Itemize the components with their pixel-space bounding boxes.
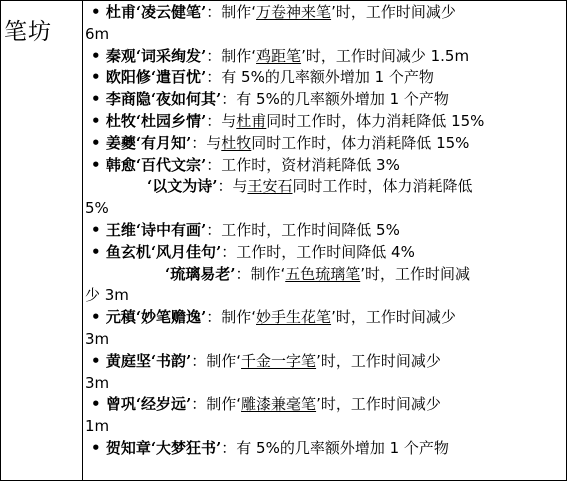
section-label: 笔坊 [4, 19, 52, 45]
skill-name: ‘以文为诗’ [147, 177, 218, 196]
skill-description: ’时，工作时间减少 [331, 3, 456, 21]
underlined-reference: 鸡距笔 [256, 46, 302, 65]
skill-list [85, 2, 563, 460]
skill-line [91, 351, 563, 373]
skill-name: 欧阳修‘遣百忧’ [105, 68, 207, 87]
skill-name: 杜牧‘杜园乡情’ [105, 111, 207, 130]
bullet-icon: • [91, 351, 106, 370]
skill-line [91, 133, 563, 155]
skill-description: 同时工作时，体力消耗降低 15% [266, 111, 485, 130]
skill-line [91, 176, 563, 198]
skill-name: 姜夔‘有月知’ [105, 133, 192, 152]
skill-line [91, 2, 563, 24]
skill-name: ‘琉璃易老’ [165, 264, 236, 283]
skill-line [91, 242, 563, 264]
skill-description: ’时，工作时间减少 [331, 308, 456, 327]
bullet-icon: • [91, 395, 106, 414]
underlined-reference: 五色琉璃笔 [285, 264, 361, 283]
skill-line [85, 198, 563, 220]
underlined-reference: 杜甫 [236, 111, 267, 130]
skill-description: ：制作‘ [206, 46, 257, 65]
bullet-icon: • [91, 3, 106, 21]
skill-name: 韩愈‘百代文宗’ [105, 155, 207, 174]
skill-description: ：工作时，工作时间降低 4% [221, 242, 415, 261]
skill-description: ：制作‘ [235, 264, 286, 283]
skill-line [85, 24, 563, 46]
underlined-reference: 万卷神来笔 [256, 3, 332, 21]
continuation-text: 3m [85, 329, 110, 348]
skill-description: ：与 [206, 111, 237, 130]
skill-description: ：制作‘ [191, 395, 242, 414]
skill-description: ：与 [191, 133, 222, 152]
skill-line [91, 307, 563, 329]
skill-line [91, 111, 563, 133]
skill-description: ’时，工作时间减 [360, 264, 471, 283]
skill-description: ：制作‘ [191, 351, 242, 370]
skill-description: ：与 [217, 177, 248, 196]
skill-name: 曾巩‘经岁远’ [105, 395, 192, 414]
bullet-icon: • [91, 438, 106, 457]
underlined-reference: 千金一字笔 [241, 351, 317, 370]
continuation-text: 6m [85, 24, 110, 43]
bullet-icon: • [91, 68, 106, 87]
bullet-icon: • [91, 220, 106, 239]
skill-line [85, 329, 563, 351]
skill-description: ’时，工作时间减少 [316, 351, 441, 370]
skill-line [91, 394, 563, 416]
bullet-icon: • [91, 133, 106, 152]
skill-description: 同时工作时，体力消耗降低 [292, 177, 473, 196]
skill-name: 鱼玄机‘风月佳句’ [105, 242, 222, 261]
skill-description: ：制作‘ [206, 3, 257, 21]
continuation-text: 5% [85, 199, 109, 218]
continuation-text: 少 3m [85, 286, 129, 305]
continuation-text: 1m [85, 417, 110, 436]
skill-line [91, 46, 563, 68]
skill-line [91, 67, 563, 89]
bullet-icon: • [91, 90, 106, 109]
underlined-reference: 王安石 [247, 177, 293, 196]
skill-line [85, 285, 563, 307]
skill-description: 同时工作时，体力消耗降低 15% [251, 133, 470, 152]
skill-description: ’时，工作时间减少 [316, 395, 441, 414]
underlined-reference: 雕漆兼毫笔 [241, 395, 317, 414]
skill-line [91, 264, 563, 286]
bullet-icon: • [91, 308, 106, 327]
continuation-text: 3m [85, 373, 110, 392]
skill-line [91, 155, 563, 177]
bullet-icon: • [91, 46, 106, 65]
skill-description: ：工作时，工作时间降低 5% [206, 220, 400, 239]
skill-description: ：有 5%的几率额外增加 1 个产物 [221, 90, 449, 109]
column-divider [82, 1, 83, 480]
underlined-reference: 妙手生花笔 [256, 308, 332, 327]
skill-line [85, 373, 563, 395]
skill-description: ：工作时，资材消耗降低 3% [206, 155, 400, 174]
skill-name: 秦观‘词采绚发’ [105, 46, 207, 65]
skill-name: 杜甫‘凌云健笔’ [105, 3, 207, 21]
bullet-icon: • [91, 242, 106, 261]
skill-description: ’时，工作时间减少 1.5m [301, 46, 470, 65]
skill-name: 贺知章‘大梦狂书’ [105, 438, 222, 457]
skill-name: 王维‘诗中有画’ [105, 220, 207, 239]
skill-description: ：制作‘ [206, 308, 257, 327]
skill-name: 黄庭坚‘书韵’ [105, 351, 192, 370]
underlined-reference: 杜牧 [221, 133, 252, 152]
skill-line [91, 220, 563, 242]
skill-description: ：有 5%的几率额外增加 1 个产物 [206, 68, 434, 87]
skill-description: ：有 5%的几率额外增加 1 个产物 [221, 438, 449, 457]
bullet-icon: • [91, 111, 106, 130]
skill-line [85, 416, 563, 438]
skill-name: 李商隐‘夜如何其’ [105, 90, 222, 109]
skill-name: 元稹‘妙笔赡逸’ [105, 308, 207, 327]
bullet-icon: • [91, 155, 106, 174]
skill-line [91, 438, 563, 460]
skill-line [91, 89, 563, 111]
